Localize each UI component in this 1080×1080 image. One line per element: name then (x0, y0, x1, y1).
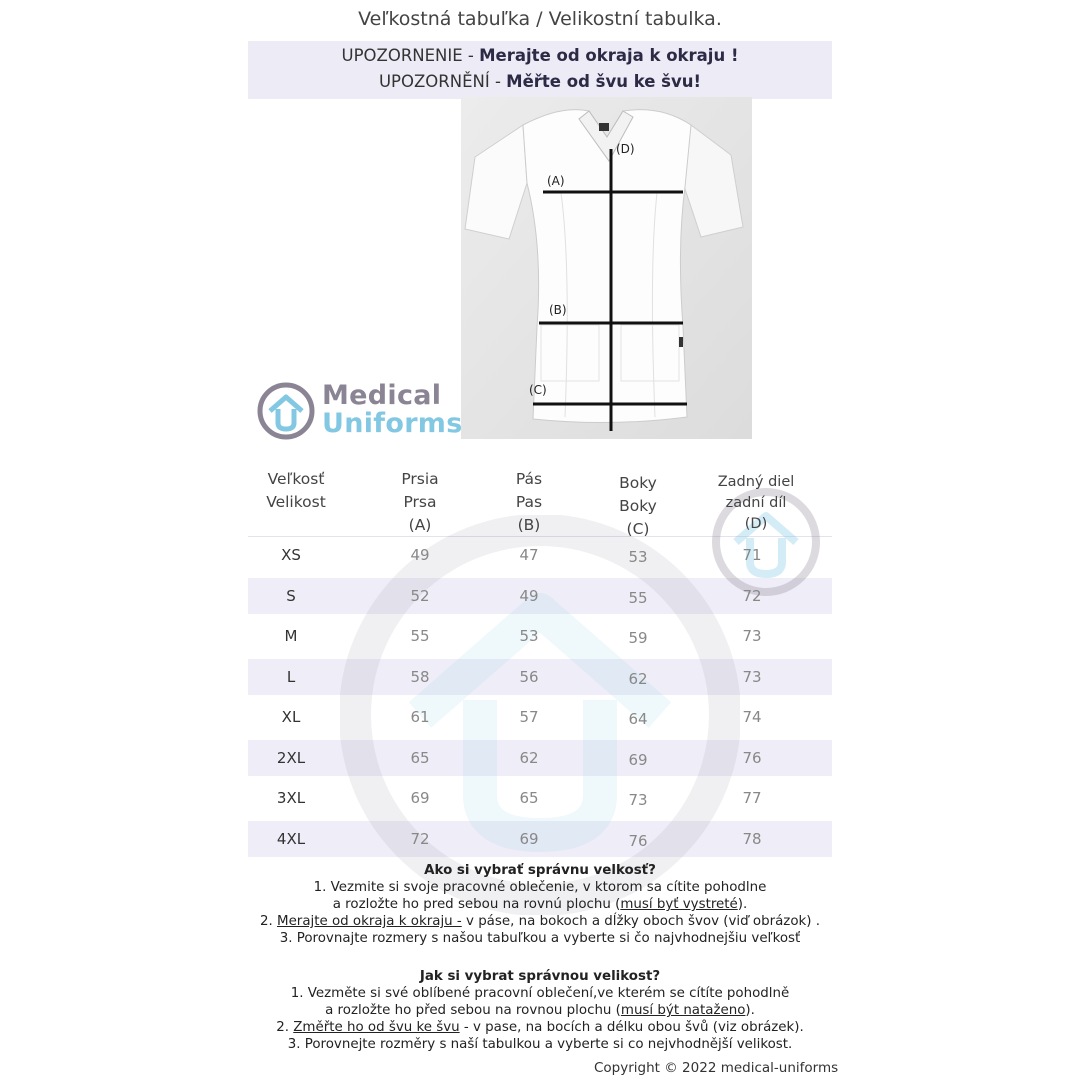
header-waist-code: (B) (517, 516, 541, 534)
cell-chest: 69 (410, 789, 430, 807)
cell-hips: 76 (628, 832, 648, 850)
cell-chest: 58 (410, 668, 430, 686)
header-size-sk: Veľkosť (267, 470, 325, 488)
header-waist (479, 468, 579, 537)
cell-chest: 55 (410, 627, 430, 645)
instructions-cz-step2-num: 2. (276, 1020, 294, 1035)
cell-size: S (286, 587, 296, 605)
warning-label-sk: UPOZORNENIE (341, 46, 463, 65)
header-size (236, 468, 356, 514)
instructions-cz-step3: 3. Porovnejte rozměry s naší tabulkou a vyberte si co nejvhodnější velikost. (287, 1037, 793, 1052)
instructions-cz-step1: 1. Vezměte si své oblíbené pracovní oblečení,ve kterém se cítíte pohodlně (290, 986, 790, 1001)
cell-waist: 62 (519, 749, 539, 767)
cell-size: XL (281, 708, 301, 726)
warning-text-cz: Měřte od švu ke švu! (506, 72, 702, 91)
instructions-sk-step1b-text: a rozložte ho pred sebou na rovnú plochu ( (332, 897, 621, 912)
header-size-cz: Velikost (266, 493, 326, 511)
instructions-cz-step2-text: - v pase, na bocích a délku obou švů (viz obrázek). (459, 1020, 804, 1035)
page-title: Veľkostná tabuľka / Velikostní tabulka. (358, 8, 722, 30)
measure-label-d: (D) (616, 142, 635, 156)
instructions-sk-step1b-end: ). (737, 897, 748, 912)
medical-uniforms-logo-icon (256, 381, 316, 441)
cell-chest: 49 (410, 546, 430, 564)
cell-chest: 65 (410, 749, 430, 767)
logo-text-uniforms: Uniforms (322, 408, 463, 439)
cell-chest: 72 (410, 830, 430, 848)
instructions-cz-step1b-end: ). (745, 1003, 755, 1018)
cell-back: 73 (742, 668, 762, 686)
warning-box (248, 41, 832, 99)
cell-back: 74 (742, 708, 762, 726)
header-chest-sk: Prsia (401, 470, 439, 488)
cell-back: 71 (742, 546, 762, 564)
cell-waist: 57 (519, 708, 539, 726)
copyright: Copyright © 2022 medical-uniforms (594, 1060, 839, 1076)
instructions-sk-step2 (0, 913, 1080, 930)
cell-hips: 62 (628, 670, 648, 688)
cell-hips: 55 (628, 589, 648, 607)
cell-hips: 64 (628, 710, 648, 728)
instructions-cz-step2-underlined: Změřte ho od švu ke švu (293, 1020, 460, 1035)
cell-size: L (286, 668, 296, 686)
cell-waist: 69 (519, 830, 539, 848)
instructions-cz-step1b-text: a rozložte ho před sebou na rovnou plochu ( (325, 1003, 621, 1018)
cell-chest: 52 (410, 587, 430, 605)
garment-photo (461, 97, 752, 439)
tunic-illustration (461, 97, 752, 439)
cell-waist: 56 (519, 668, 539, 686)
header-waist-cz: Pas (515, 493, 543, 511)
cell-hips: 69 (628, 751, 648, 769)
cell-size: XS (281, 546, 301, 564)
cell-waist: 53 (519, 627, 539, 645)
instructions-sk-step3: 3. Porovnajte rozmery s našou tabuľkou a vyberte si čo najvhodnejšiu veľkosť (279, 931, 801, 946)
cell-waist: 65 (519, 789, 539, 807)
cell-size: M (284, 627, 298, 645)
measure-label-c: (C) (529, 383, 547, 397)
cell-back: 76 (742, 749, 762, 767)
header-chest-cz: Prsa (403, 493, 437, 511)
cell-size: 2XL (276, 749, 306, 767)
measure-label-a: (A) (547, 174, 565, 188)
header-back (700, 472, 812, 535)
instructions-sk-step2-text: v páse, na bokoch a dĺžky oboch švov (viď obrázok) . (461, 914, 821, 929)
header-hips-code: (C) (626, 520, 650, 538)
header-hips-sk: Boky (619, 474, 657, 492)
header-back-cz: zadní díl (725, 495, 787, 511)
cell-waist: 49 (519, 587, 539, 605)
warning-label-cz: UPOZORNĚNÍ (378, 72, 490, 91)
instructions-sk (0, 862, 1080, 947)
header-waist-sk: Pás (515, 470, 543, 488)
cell-hips: 53 (628, 548, 648, 566)
cell-hips: 73 (628, 791, 648, 809)
logo-text-medical: Medical (322, 380, 442, 411)
cell-back: 78 (742, 830, 762, 848)
cell-back: 72 (742, 587, 762, 605)
instructions-cz (0, 968, 1080, 1053)
cell-size: 3XL (276, 789, 306, 807)
instructions-sk-step1b (0, 896, 1080, 913)
instructions-cz-step2 (0, 1019, 1080, 1036)
warning-line-sk: UPOZORNENIE - Merajte od okraja k okraju ! (341, 46, 739, 65)
cell-back: 77 (742, 789, 762, 807)
instructions-sk-step2-num: 2. (259, 914, 278, 929)
cell-waist: 47 (519, 546, 539, 564)
header-hips-cz: Boky (619, 497, 657, 515)
measure-label-b: (B) (549, 303, 567, 317)
instructions-sk-step1b-underlined: musí byť vystreté (620, 897, 738, 912)
instructions-sk-step2-underlined: Merajte od okraja k okraju - (277, 914, 462, 929)
header-back-code: (D) (744, 516, 768, 532)
header-hips (588, 472, 688, 541)
header-back-sk: Zadný diel (717, 474, 795, 490)
cell-back: 73 (742, 627, 762, 645)
warning-line-cz: UPOZORNĚNÍ - Měřte od švu ke švu! (378, 72, 702, 91)
cell-chest: 61 (410, 708, 430, 726)
instructions-cz-step1b-underlined: musí být nataženo (620, 1003, 746, 1018)
cell-size: 4XL (276, 830, 306, 848)
instructions-cz-heading: Jak si vybrat správnou velikost? (419, 969, 661, 984)
warning-text-sk: Merajte od okraja k okraju ! (479, 46, 739, 65)
instructions-sk-step1: 1. Vezmite si svoje pracovné oblečenie, v ktorom sa cítite pohodlne (313, 880, 767, 895)
instructions-cz-step1b (0, 1002, 1080, 1019)
instructions-sk-heading: Ako si vybrať správnu velkosť? (424, 863, 656, 878)
cell-hips: 59 (628, 629, 648, 647)
header-chest (370, 468, 470, 537)
header-chest-code: (A) (408, 516, 432, 534)
